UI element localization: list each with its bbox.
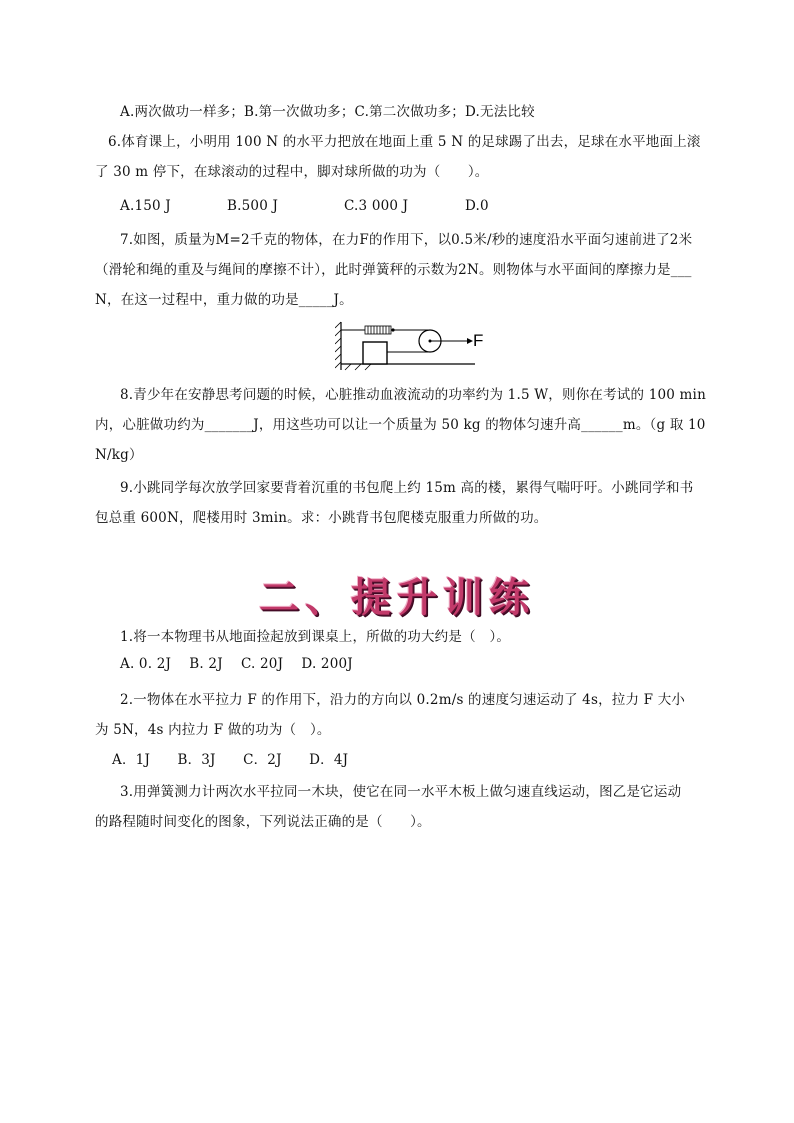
section2-question-2-text-cont: 为 5N，4s 内拉力 F 做的功为（ ）。 xyxy=(95,722,331,738)
question-5-options: A.两次做功一样多；B.第一次做功多；C.第二次做功多；D.无法比较 xyxy=(120,104,535,120)
question-6-text: 6.体育课上，小明用 100 N 的水平力把放在地面上重 5 N 的足球踢了出去，足球在水平地面上滚 xyxy=(108,134,701,150)
question-7-text-cont2: N，在这一过程中，重力做的功是_____J。 xyxy=(95,292,353,308)
section2-question-3-text: 3.用弹簧测力计两次水平拉同一木块，使它在同一水平木板上做匀速直线运动，图乙是它运动 xyxy=(120,784,682,800)
question-7-text-cont: （滑轮和绳的重及与绳间的摩擦不计），此时弹簧秤的示数为2N。则物体与水平面间的摩擦力是___ xyxy=(95,262,692,278)
force-label: F xyxy=(473,331,484,350)
question-7-text: 7.如图，质量为M=2千克的物体，在力F的作用下，以0.5米/秒的速度沿水平面匀速前进了2米 xyxy=(120,232,693,248)
option-a: A.150 J xyxy=(120,198,171,214)
option-d: D.0 xyxy=(465,198,489,214)
question-8-text-cont: 内，心脏做功约为_______J，用这些功可以让一个质量为 50 kg 的物体匀速升高______m。（g 取 10 xyxy=(95,417,706,433)
option-c: C.3 000 J xyxy=(344,198,409,214)
question-8-text-cont2: N/kg） xyxy=(95,447,143,463)
question-6-text-cont: 了 30 m 停下，在球滚动的过程中，脚对球所做的功为（ ）。 xyxy=(95,164,489,180)
spring-scale xyxy=(365,326,391,334)
block xyxy=(363,342,387,364)
section2-question-1-text: 1.将一本物理书从地面捡起放到课桌上，所做的功大约是（ ）。 xyxy=(120,629,511,645)
section2-question-1-options: A. 0. 2J B. 2J C. 20J D. 200J xyxy=(120,656,353,672)
ground-hatching xyxy=(345,364,371,370)
question-9-text: 9.小跳同学每次放学回家要背着沉重的书包爬上约 15m 高的楼，累得气喘吁吁。小跳同学和书 xyxy=(120,480,694,496)
question-8-text: 8.青少年在安静思考问题的时候，心脏推动血液流动的功率约为 1.5 W，则你在考试的 100 min xyxy=(120,387,706,403)
pulley-diagram xyxy=(335,320,485,372)
option-b: B.500 J xyxy=(227,198,279,214)
section2-question-2-text: 2.一物体在水平拉力 F 的作用下，沿力的方向以 0.2m/s 的速度匀速运动了 4s，拉力 F 大小 xyxy=(120,692,686,708)
section-heading: 二、提升训练 xyxy=(259,574,535,621)
question-9-text-cont: 包总重 600N，爬楼用时 3min。求：小跳背书包爬楼克服重力所做的功。 xyxy=(95,510,548,526)
section2-question-3-text-cont: 的路程随时间变化的图象，下列说法正确的是（ ）。 xyxy=(95,814,431,830)
section2-question-2-options: A．1J B．3J C．2J D．4J xyxy=(112,752,349,768)
wall-hatching xyxy=(335,322,341,368)
